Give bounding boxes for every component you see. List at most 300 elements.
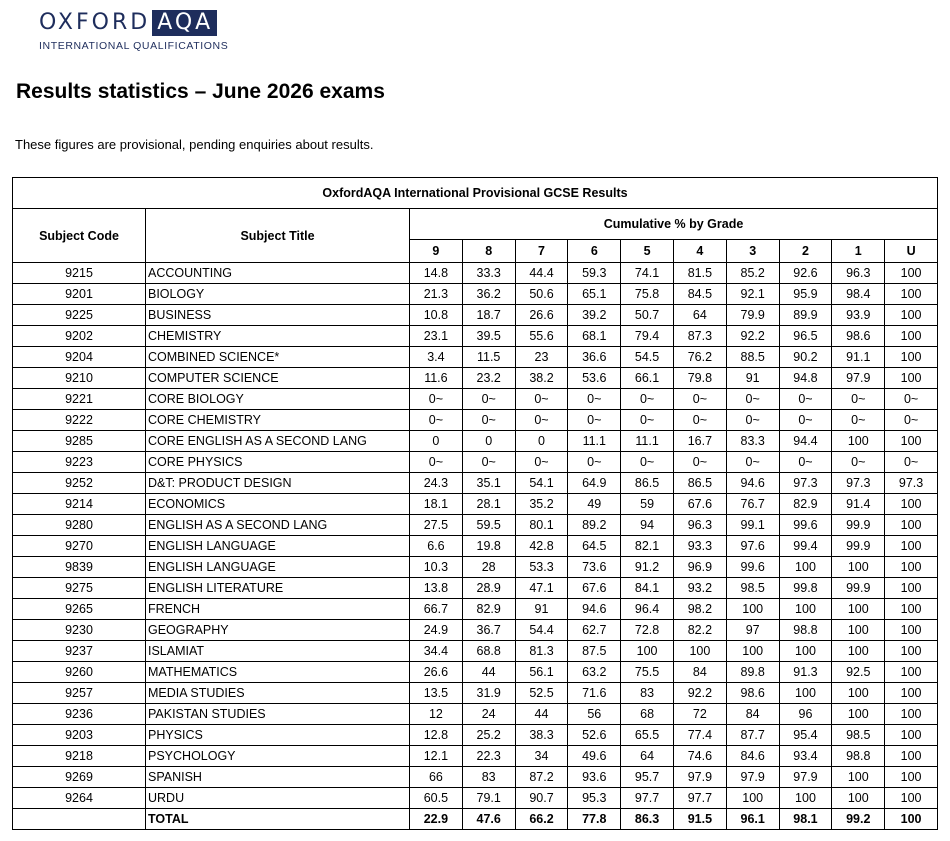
- subject-code: 9225: [13, 305, 146, 326]
- grade-value: 23.1: [410, 326, 463, 347]
- table-row: [13, 620, 938, 641]
- subject-code: 9275: [13, 578, 146, 599]
- grade-value: 83: [462, 767, 515, 788]
- grade-value: 10.8: [410, 305, 463, 326]
- grade-value: 100: [885, 284, 938, 305]
- grade-value: 98.8: [779, 620, 832, 641]
- subject-code: 9221: [13, 389, 146, 410]
- subject-title: COMPUTER SCIENCE: [146, 368, 410, 389]
- grade-value: 94: [621, 515, 674, 536]
- grade-value: 100: [885, 536, 938, 557]
- grade-value: 0~: [515, 410, 568, 431]
- grade-value: 21.3: [410, 284, 463, 305]
- grade-value: 28.1: [462, 494, 515, 515]
- subject-title: ENGLISH LITERATURE: [146, 578, 410, 599]
- grade-value: 97.3: [885, 473, 938, 494]
- grade-value: 35.1: [462, 473, 515, 494]
- grade-value: 97.9: [832, 368, 885, 389]
- grade-value: 0~: [673, 389, 726, 410]
- grade-value: 84: [726, 704, 779, 725]
- grade-value: 91.5: [673, 809, 726, 830]
- grade-value: 65.1: [568, 284, 621, 305]
- grade-value: 62.7: [568, 620, 621, 641]
- grade-header-7: 7: [515, 240, 568, 263]
- table-row: [13, 347, 938, 368]
- grade-value: 98.2: [673, 599, 726, 620]
- grade-value: 0~: [621, 389, 674, 410]
- logo-oxford-text: OXFORD: [39, 10, 151, 35]
- grade-value: 84: [673, 662, 726, 683]
- grade-value: 39.2: [568, 305, 621, 326]
- table-row: [13, 599, 938, 620]
- grade-value: 12.1: [410, 746, 463, 767]
- grade-value: 97.3: [779, 473, 832, 494]
- grade-value: 91: [726, 368, 779, 389]
- grade-value: 11.1: [568, 431, 621, 452]
- subject-code: 9265: [13, 599, 146, 620]
- grade-value: 87.2: [515, 767, 568, 788]
- grade-value: 0~: [568, 410, 621, 431]
- grade-value: 77.4: [673, 725, 726, 746]
- grade-header-1: 1: [832, 240, 885, 263]
- grade-value: 0~: [726, 389, 779, 410]
- subject-title: COMBINED SCIENCE*: [146, 347, 410, 368]
- grade-header-8: 8: [462, 240, 515, 263]
- grade-value: 100: [779, 557, 832, 578]
- subject-title: MATHEMATICS: [146, 662, 410, 683]
- subject-title: GEOGRAPHY: [146, 620, 410, 641]
- grade-value: 0~: [726, 410, 779, 431]
- subject-code: 9285: [13, 431, 146, 452]
- grade-value: 97.7: [621, 788, 674, 809]
- grade-value: 96.9: [673, 557, 726, 578]
- table-row: [13, 683, 938, 704]
- grade-value: 24: [462, 704, 515, 725]
- table-row: [13, 746, 938, 767]
- subject-code: 9218: [13, 746, 146, 767]
- grade-value: 66.1: [621, 368, 674, 389]
- grade-value: 16.7: [673, 431, 726, 452]
- grade-value: 64: [673, 305, 726, 326]
- grade-value: 0~: [673, 452, 726, 473]
- grade-value: 100: [885, 704, 938, 725]
- table-row: [13, 389, 938, 410]
- grade-value: 36.6: [568, 347, 621, 368]
- grade-value: 96.3: [832, 263, 885, 284]
- grade-value: 13.5: [410, 683, 463, 704]
- grade-value: 39.5: [462, 326, 515, 347]
- grade-value: 0~: [515, 452, 568, 473]
- grade-value: 0~: [726, 452, 779, 473]
- grade-value: 22.3: [462, 746, 515, 767]
- grade-value: 38.3: [515, 725, 568, 746]
- grade-value: 100: [726, 599, 779, 620]
- grade-header-4: 4: [673, 240, 726, 263]
- grade-value: 92.2: [673, 683, 726, 704]
- grade-value: 42.8: [515, 536, 568, 557]
- subject-code: 9214: [13, 494, 146, 515]
- grade-value: 0~: [779, 452, 832, 473]
- grade-value: 47.6: [462, 809, 515, 830]
- grade-value: 84.1: [621, 578, 674, 599]
- subject-code: 9223: [13, 452, 146, 473]
- subject-title: URDU: [146, 788, 410, 809]
- subject-title: CHEMISTRY: [146, 326, 410, 347]
- grade-value: 0~: [462, 410, 515, 431]
- table-row: [13, 788, 938, 809]
- table-row: [13, 326, 938, 347]
- grade-value: 44: [462, 662, 515, 683]
- grade-value: 56.1: [515, 662, 568, 683]
- grade-value: 35.2: [515, 494, 568, 515]
- grade-header-5: 5: [621, 240, 674, 263]
- table-row: [13, 263, 938, 284]
- grade-value: 49: [568, 494, 621, 515]
- grade-value: 0~: [621, 452, 674, 473]
- grade-value: 99.9: [832, 515, 885, 536]
- grade-value: 0: [410, 431, 463, 452]
- grade-value: 100: [885, 557, 938, 578]
- subject-title: ENGLISH AS A SECOND LANG: [146, 515, 410, 536]
- grade-value: 91.2: [621, 557, 674, 578]
- grade-value: 28: [462, 557, 515, 578]
- grade-value: 100: [885, 431, 938, 452]
- subject-title: CORE ENGLISH AS A SECOND LANG: [146, 431, 410, 452]
- subject-code: 9264: [13, 788, 146, 809]
- grade-value: 97.9: [673, 767, 726, 788]
- table-row: [13, 410, 938, 431]
- grade-value: 100: [673, 641, 726, 662]
- table-row: [13, 578, 938, 599]
- grade-value: 0~: [568, 389, 621, 410]
- grade-value: 0~: [462, 452, 515, 473]
- grade-value: 50.6: [515, 284, 568, 305]
- grade-value: 100: [885, 767, 938, 788]
- subject-code: 9237: [13, 641, 146, 662]
- grade-value: 0~: [885, 452, 938, 473]
- grade-value: 87.7: [726, 725, 779, 746]
- grade-value: 100: [832, 641, 885, 662]
- table-caption: OxfordAQA International Provisional GCSE Results: [13, 178, 938, 209]
- grade-value: 55.6: [515, 326, 568, 347]
- grade-value: 71.6: [568, 683, 621, 704]
- results-table: [12, 177, 938, 830]
- grade-value: 98.5: [832, 725, 885, 746]
- grade-value: 83: [621, 683, 674, 704]
- grade-value: 18.7: [462, 305, 515, 326]
- subject-code: 9270: [13, 536, 146, 557]
- grade-value: 0~: [515, 389, 568, 410]
- header-subject-title: Subject Title: [146, 209, 410, 263]
- grade-value: 86.5: [621, 473, 674, 494]
- grade-value: 89.9: [779, 305, 832, 326]
- grade-value: 97.9: [726, 767, 779, 788]
- grade-value: 80.1: [515, 515, 568, 536]
- grade-value: 100: [832, 683, 885, 704]
- header-cumulative: Cumulative % by Grade: [410, 209, 938, 240]
- total-row: [13, 809, 938, 830]
- grade-value: 100: [832, 788, 885, 809]
- subject-title: ENGLISH LANGUAGE: [146, 557, 410, 578]
- grade-value: 28.9: [462, 578, 515, 599]
- table-row: [13, 536, 938, 557]
- grade-value: 59: [621, 494, 674, 515]
- table-row: [13, 452, 938, 473]
- grade-value: 100: [726, 788, 779, 809]
- grade-value: 97.7: [673, 788, 726, 809]
- grade-value: 99.1: [726, 515, 779, 536]
- grade-value: 72: [673, 704, 726, 725]
- grade-value: 11.5: [462, 347, 515, 368]
- grade-value: 100: [885, 263, 938, 284]
- subject-code: 9222: [13, 410, 146, 431]
- grade-value: 66.2: [515, 809, 568, 830]
- grade-value: 0~: [885, 410, 938, 431]
- grade-value: 96.1: [726, 809, 779, 830]
- grade-value: 98.8: [832, 746, 885, 767]
- grade-value: 93.4: [779, 746, 832, 767]
- grade-value: 0~: [779, 389, 832, 410]
- subject-code: 9260: [13, 662, 146, 683]
- grade-value: 93.9: [832, 305, 885, 326]
- grade-value: 100: [779, 683, 832, 704]
- grade-value: 95.3: [568, 788, 621, 809]
- grade-value: 13.8: [410, 578, 463, 599]
- grade-value: 100: [779, 641, 832, 662]
- grade-value: 100: [885, 368, 938, 389]
- grade-value: 0~: [885, 389, 938, 410]
- table-row: [13, 494, 938, 515]
- grade-value: 100: [832, 557, 885, 578]
- grade-value: 100: [621, 641, 674, 662]
- grade-value: 98.6: [832, 326, 885, 347]
- grade-value: 97.9: [779, 767, 832, 788]
- grade-value: 88.5: [726, 347, 779, 368]
- grade-value: 0~: [410, 389, 463, 410]
- grade-value: 53.3: [515, 557, 568, 578]
- grade-value: 33.3: [462, 263, 515, 284]
- subject-title: BIOLOGY: [146, 284, 410, 305]
- grade-value: 100: [832, 599, 885, 620]
- grade-value: 100: [885, 305, 938, 326]
- grade-value: 100: [779, 599, 832, 620]
- grade-value: 93.2: [673, 578, 726, 599]
- grade-value: 10.3: [410, 557, 463, 578]
- grade-value: 79.1: [462, 788, 515, 809]
- grade-value: 54.4: [515, 620, 568, 641]
- grade-value: 54.1: [515, 473, 568, 494]
- grade-value: 31.9: [462, 683, 515, 704]
- grade-value: 98.5: [726, 578, 779, 599]
- grade-value: 91.3: [779, 662, 832, 683]
- grade-value: 84.6: [726, 746, 779, 767]
- subject-code: 9210: [13, 368, 146, 389]
- grade-value: 91.4: [832, 494, 885, 515]
- grade-value: 76.7: [726, 494, 779, 515]
- grade-value: 100: [832, 704, 885, 725]
- table-row: [13, 767, 938, 788]
- subject-code: 9257: [13, 683, 146, 704]
- grade-value: 26.6: [515, 305, 568, 326]
- table-row: [13, 641, 938, 662]
- grade-value: 89.8: [726, 662, 779, 683]
- grade-value: 90.7: [515, 788, 568, 809]
- grade-value: 100: [832, 620, 885, 641]
- grade-value: 82.9: [779, 494, 832, 515]
- grade-value: 83.3: [726, 431, 779, 452]
- subject-code: 9202: [13, 326, 146, 347]
- grade-value: 86.5: [673, 473, 726, 494]
- grade-value: 64: [621, 746, 674, 767]
- subject-code: [13, 809, 146, 830]
- grade-value: 0~: [779, 410, 832, 431]
- grade-value: 64.9: [568, 473, 621, 494]
- grade-value: 68.8: [462, 641, 515, 662]
- grade-value: 68: [621, 704, 674, 725]
- grade-value: 63.2: [568, 662, 621, 683]
- grade-value: 96.4: [621, 599, 674, 620]
- grade-value: 79.8: [673, 368, 726, 389]
- grade-value: 0~: [410, 452, 463, 473]
- grade-value: 12: [410, 704, 463, 725]
- grade-value: 100: [885, 809, 938, 830]
- table-row: [13, 662, 938, 683]
- grade-value: 96: [779, 704, 832, 725]
- grade-value: 36.2: [462, 284, 515, 305]
- subject-title: ACCOUNTING: [146, 263, 410, 284]
- grade-value: 67.6: [568, 578, 621, 599]
- grade-value: 75.8: [621, 284, 674, 305]
- grade-value: 92.2: [726, 326, 779, 347]
- grade-value: 99.2: [832, 809, 885, 830]
- grade-value: 100: [726, 641, 779, 662]
- grade-value: 65.5: [621, 725, 674, 746]
- subject-code: 9230: [13, 620, 146, 641]
- table-row: [13, 704, 938, 725]
- grade-value: 23.2: [462, 368, 515, 389]
- grade-value: 94.8: [779, 368, 832, 389]
- grade-value: 47.1: [515, 578, 568, 599]
- subject-code: 9269: [13, 767, 146, 788]
- grade-value: 89.2: [568, 515, 621, 536]
- subject-title: ENGLISH LANGUAGE: [146, 536, 410, 557]
- grade-value: 82.2: [673, 620, 726, 641]
- grade-value: 77.8: [568, 809, 621, 830]
- grade-value: 52.6: [568, 725, 621, 746]
- grade-value: 99.9: [832, 578, 885, 599]
- grade-value: 52.5: [515, 683, 568, 704]
- subject-title: SPANISH: [146, 767, 410, 788]
- grade-value: 99.8: [779, 578, 832, 599]
- grade-value: 44.4: [515, 263, 568, 284]
- grade-value: 92.5: [832, 662, 885, 683]
- grade-value: 95.4: [779, 725, 832, 746]
- provisional-note: These figures are provisional, pending enquiries about results.: [15, 137, 374, 152]
- grade-value: 18.1: [410, 494, 463, 515]
- grade-value: 79.4: [621, 326, 674, 347]
- header-subject-code: Subject Code: [13, 209, 146, 263]
- grade-value: 84.5: [673, 284, 726, 305]
- grade-value: 64.5: [568, 536, 621, 557]
- grade-value: 0: [462, 431, 515, 452]
- grade-value: 0~: [621, 410, 674, 431]
- subject-code: 9236: [13, 704, 146, 725]
- grade-value: 59.3: [568, 263, 621, 284]
- grade-value: 87.3: [673, 326, 726, 347]
- grade-value: 0: [515, 431, 568, 452]
- grade-value: 100: [885, 326, 938, 347]
- subject-title: CORE CHEMISTRY: [146, 410, 410, 431]
- grade-value: 87.5: [568, 641, 621, 662]
- grade-value: 72.8: [621, 620, 674, 641]
- table-row: [13, 515, 938, 536]
- grade-value: 100: [885, 599, 938, 620]
- grade-value: 97.3: [832, 473, 885, 494]
- grade-value: 91: [515, 599, 568, 620]
- grade-value: 97.6: [726, 536, 779, 557]
- page-title: Results statistics – June 2026 exams: [16, 80, 385, 103]
- table-row: [13, 368, 938, 389]
- grade-value: 60.5: [410, 788, 463, 809]
- grade-value: 27.5: [410, 515, 463, 536]
- grade-value: 44: [515, 704, 568, 725]
- grade-value: 94.6: [726, 473, 779, 494]
- grade-value: 26.6: [410, 662, 463, 683]
- subject-title: PSYCHOLOGY: [146, 746, 410, 767]
- grade-value: 50.7: [621, 305, 674, 326]
- subject-title: TOTAL: [146, 809, 410, 830]
- grade-value: 92.6: [779, 263, 832, 284]
- grade-value: 76.2: [673, 347, 726, 368]
- grade-value: 11.1: [621, 431, 674, 452]
- grade-value: 6.6: [410, 536, 463, 557]
- grade-value: 96.5: [779, 326, 832, 347]
- grade-value: 23: [515, 347, 568, 368]
- grade-value: 100: [885, 788, 938, 809]
- grade-value: 94.4: [779, 431, 832, 452]
- grade-value: 96.3: [673, 515, 726, 536]
- grade-value: 0~: [832, 452, 885, 473]
- grade-value: 81.3: [515, 641, 568, 662]
- grade-value: 25.2: [462, 725, 515, 746]
- grade-header-6: 6: [568, 240, 621, 263]
- subject-title: BUSINESS: [146, 305, 410, 326]
- grade-value: 94.6: [568, 599, 621, 620]
- grade-value: 100: [885, 662, 938, 683]
- grade-value: 100: [885, 515, 938, 536]
- grade-value: 85.2: [726, 263, 779, 284]
- grade-value: 34: [515, 746, 568, 767]
- grade-value: 73.6: [568, 557, 621, 578]
- grade-value: 86.3: [621, 809, 674, 830]
- grade-value: 82.9: [462, 599, 515, 620]
- grade-value: 66.7: [410, 599, 463, 620]
- grade-value: 79.9: [726, 305, 779, 326]
- grade-header-3: 3: [726, 240, 779, 263]
- grade-value: 98.6: [726, 683, 779, 704]
- table-row: [13, 305, 938, 326]
- grade-value: 59.5: [462, 515, 515, 536]
- grade-value: 54.5: [621, 347, 674, 368]
- grade-value: 99.6: [779, 515, 832, 536]
- table-row: [13, 557, 938, 578]
- grade-value: 95.9: [779, 284, 832, 305]
- grade-value: 36.7: [462, 620, 515, 641]
- subject-code: 9203: [13, 725, 146, 746]
- grade-value: 100: [885, 494, 938, 515]
- subject-title: CORE BIOLOGY: [146, 389, 410, 410]
- grade-value: 99.4: [779, 536, 832, 557]
